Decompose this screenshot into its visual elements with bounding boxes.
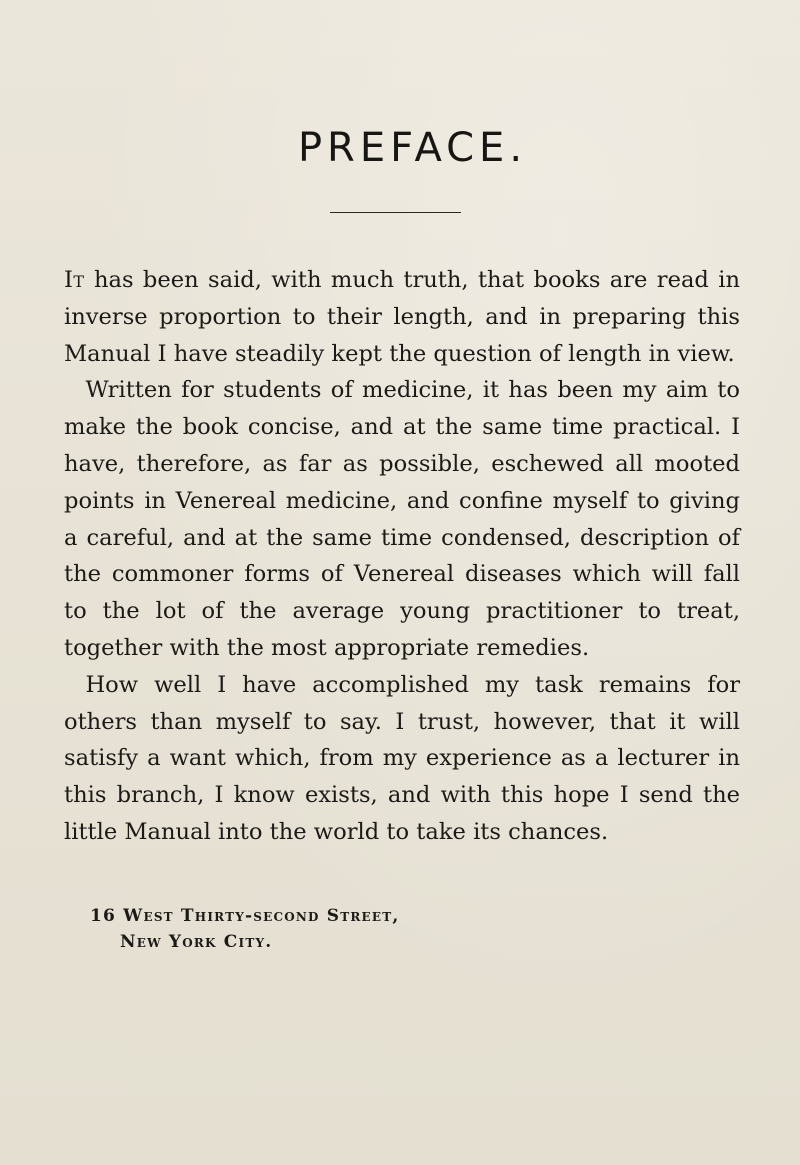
address-line-1: 16 West Thirty-second Street, [90, 906, 400, 926]
paragraph-1 [64, 262, 740, 372]
author-address [90, 903, 399, 955]
address-line-2: New York City. [120, 932, 273, 952]
page-title: PREFACE. [297, 125, 528, 171]
paragraph-1-lead: It [64, 267, 85, 293]
title-divider [330, 212, 461, 213]
paragraph-3: How well I have accomplished my task remains for others than myself to say. I trust, however, that it will satisfy a want which, from my experience as a lecturer in this branch, I know exists, and with this hope I send the little Manual into the world to take its chances. [64, 671, 740, 845]
preface-body [64, 262, 740, 851]
paragraph-1-text: has been said, with much truth, that books are read in inverse proportion to their length, and in preparing this Manual I have steadily kept the question of length in view. [64, 267, 740, 367]
paragraph-2: Written for students of medicine, it has been my aim to make the book concise, and at the same time practical. I have, therefore, as far as possible, eschewed all mooted points in Venereal medicine, and confine myself to giving a careful, and at the same time condensed, description of the commoner forms of Venereal diseases which will fall to the lot of the average young practitioner to treat, together with the most appropriate remedies. [64, 377, 740, 661]
